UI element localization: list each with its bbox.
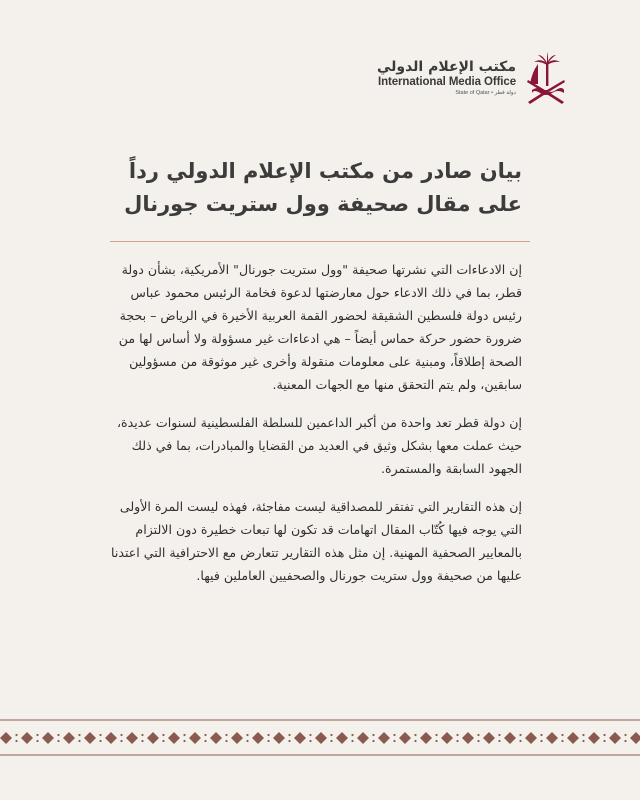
- pattern-dot: [99, 740, 101, 742]
- diamond-shape: [0, 732, 12, 744]
- pattern-dot: [246, 740, 248, 742]
- qatar-emblem-icon: [524, 50, 568, 106]
- pattern-dot: [519, 734, 521, 736]
- pattern-dot: [120, 734, 122, 736]
- title-divider: [110, 241, 530, 242]
- pattern-dot: [204, 734, 206, 736]
- pattern-dot: [456, 734, 458, 736]
- diamond-shape: [147, 732, 159, 744]
- diamond-shape: [483, 732, 495, 744]
- diamond-shape: [336, 732, 348, 744]
- diamond-shape: [189, 732, 201, 744]
- pattern-dot: [288, 740, 290, 742]
- pattern-dot: [225, 740, 227, 742]
- paragraph-1: إن الادعاءات التي نشرتها صحيفة "وول ستريت جورنال" الأمريكية، بشأن دولة قطر، بما في ذلك الادعاء حول معارضتها لدعوة فخامة الرئيس محمود عباس رئيس دولة فلسطين الشقيقة لحضور القمة العربية الأخيرة في الرياض – بحجة ضرورة حضور حركة حماس أيضاً – هي ادعاءات غير مسؤولة ولا أساس لها من الصحة إطلاقاً، ومبنية على معلومات منقولة وأخرى غير موثوقة من مسؤولين سابقين، ولم يتم التحقق منها مع الجهات المعنية.: [118, 262, 522, 392]
- diamond-shape: [210, 732, 222, 744]
- paragraph-2: إن دولة قطر تعد واحدة من أكبر الداعمين للسلطة الفلسطينية لسنوات عديدة، حيث عملت معها بشكل وثيق في العديد من القضايا والمبادرات، بما في ذلك الجهود السابقة والمستمرة.: [116, 415, 522, 476]
- diamond-shape: [252, 732, 264, 744]
- pattern-dot: [141, 734, 143, 736]
- pattern-dot: [330, 740, 332, 742]
- document-title: بيان صادر من مكتب الإعلام الدولي رداً على مقال صحيفة وول ستريت جورنال: [124, 159, 522, 216]
- diamond-shape: [231, 732, 243, 744]
- diamond-shape: [525, 732, 537, 744]
- pattern-dot: [57, 734, 59, 736]
- pattern-dot: [141, 740, 143, 742]
- pattern-dot: [498, 734, 500, 736]
- pattern-dot: [120, 740, 122, 742]
- diamond-shape: [294, 732, 306, 744]
- diamond-shape: [609, 732, 621, 744]
- pattern-dot: [183, 734, 185, 736]
- pattern-dot: [435, 740, 437, 742]
- diamond-pattern-row: [0, 732, 640, 744]
- pattern-dot: [162, 740, 164, 742]
- pattern-dot: [351, 740, 353, 742]
- diamond-shape: [105, 732, 117, 744]
- pattern-dot: [15, 734, 17, 736]
- pattern-dot: [477, 740, 479, 742]
- diamond-shape: [126, 732, 138, 744]
- pattern-dot: [183, 740, 185, 742]
- pattern-dot: [414, 740, 416, 742]
- diamond-shape: [357, 732, 369, 744]
- pattern-dot: [477, 734, 479, 736]
- pattern-dot: [540, 734, 542, 736]
- org-subtitle: State of Qatar • دولة قطر: [455, 90, 516, 96]
- pattern-dot: [582, 734, 584, 736]
- pattern-dot: [15, 740, 17, 742]
- diamond-shape: [21, 732, 33, 744]
- pattern-dot: [204, 740, 206, 742]
- header: [377, 50, 568, 106]
- pattern-dot: [99, 734, 101, 736]
- pattern-dot: [372, 740, 374, 742]
- pattern-dot: [309, 734, 311, 736]
- logo-text: [377, 59, 516, 97]
- pattern-dot: [267, 734, 269, 736]
- pattern-dot: [624, 740, 626, 742]
- pattern-dot: [561, 734, 563, 736]
- pattern-dot: [603, 740, 605, 742]
- pattern-dot: [162, 734, 164, 736]
- pattern-dot: [603, 734, 605, 736]
- pattern-dot: [225, 734, 227, 736]
- diamond-shape: [441, 732, 453, 744]
- pattern-dot: [36, 734, 38, 736]
- diamond-shape: [420, 732, 432, 744]
- pattern-dot: [78, 734, 80, 736]
- diamond-shape: [378, 732, 390, 744]
- pattern-dot: [393, 734, 395, 736]
- pattern-dot: [414, 734, 416, 736]
- pattern-dot: [78, 740, 80, 742]
- pattern-dot: [309, 740, 311, 742]
- pattern-dot: [498, 740, 500, 742]
- diamond-shape: [42, 732, 54, 744]
- pattern-dot: [624, 734, 626, 736]
- pattern-dot: [393, 740, 395, 742]
- org-name-arabic: مكتب الإعلام الدولي: [376, 59, 516, 75]
- pattern-dot: [540, 740, 542, 742]
- pattern-dot: [330, 734, 332, 736]
- diamond-shape: [462, 732, 474, 744]
- pattern-dot: [561, 740, 563, 742]
- pattern-dot: [351, 734, 353, 736]
- diamond-shape: [168, 732, 180, 744]
- pattern-dot: [372, 734, 374, 736]
- diamond-shape: [399, 732, 411, 744]
- paragraph-3: إن هذه التقارير التي تفتقر للمصداقية ليست مفاجئة، فهذه ليست المرة الأولى التي يوجه فيها كُتّاب المقال اتهامات قد تكون لها تبعات خطيرة دون الالتزام بالمعايير الصحفية المهنية. إن مثل هذه التقارير تتعارض مع الاحترافية التي اعتدنا عليها من صحيفة وول ستريت جورنال والصحفيين العاملين فيها.: [111, 499, 522, 583]
- diamond-shape: [588, 732, 600, 744]
- diamond-shape: [546, 732, 558, 744]
- pattern-dot: [519, 740, 521, 742]
- pattern-dot: [456, 740, 458, 742]
- diamond-shape: [315, 732, 327, 744]
- statement-body: [110, 258, 522, 602]
- org-name-english: International Media Office: [378, 76, 516, 88]
- diamond-shape: [630, 732, 640, 744]
- pattern-dot: [435, 734, 437, 736]
- pattern-dot: [36, 740, 38, 742]
- diamond-shape: [63, 732, 75, 744]
- pattern-dot: [246, 734, 248, 736]
- decorative-border: [0, 718, 640, 758]
- pattern-dot: [267, 740, 269, 742]
- diamond-shape: [84, 732, 96, 744]
- pattern-dot: [57, 740, 59, 742]
- diamond-shape: [504, 732, 516, 744]
- diamond-shape: [273, 732, 285, 744]
- pattern-dot: [582, 740, 584, 742]
- pattern-dot: [288, 734, 290, 736]
- diamond-shape: [567, 732, 579, 744]
